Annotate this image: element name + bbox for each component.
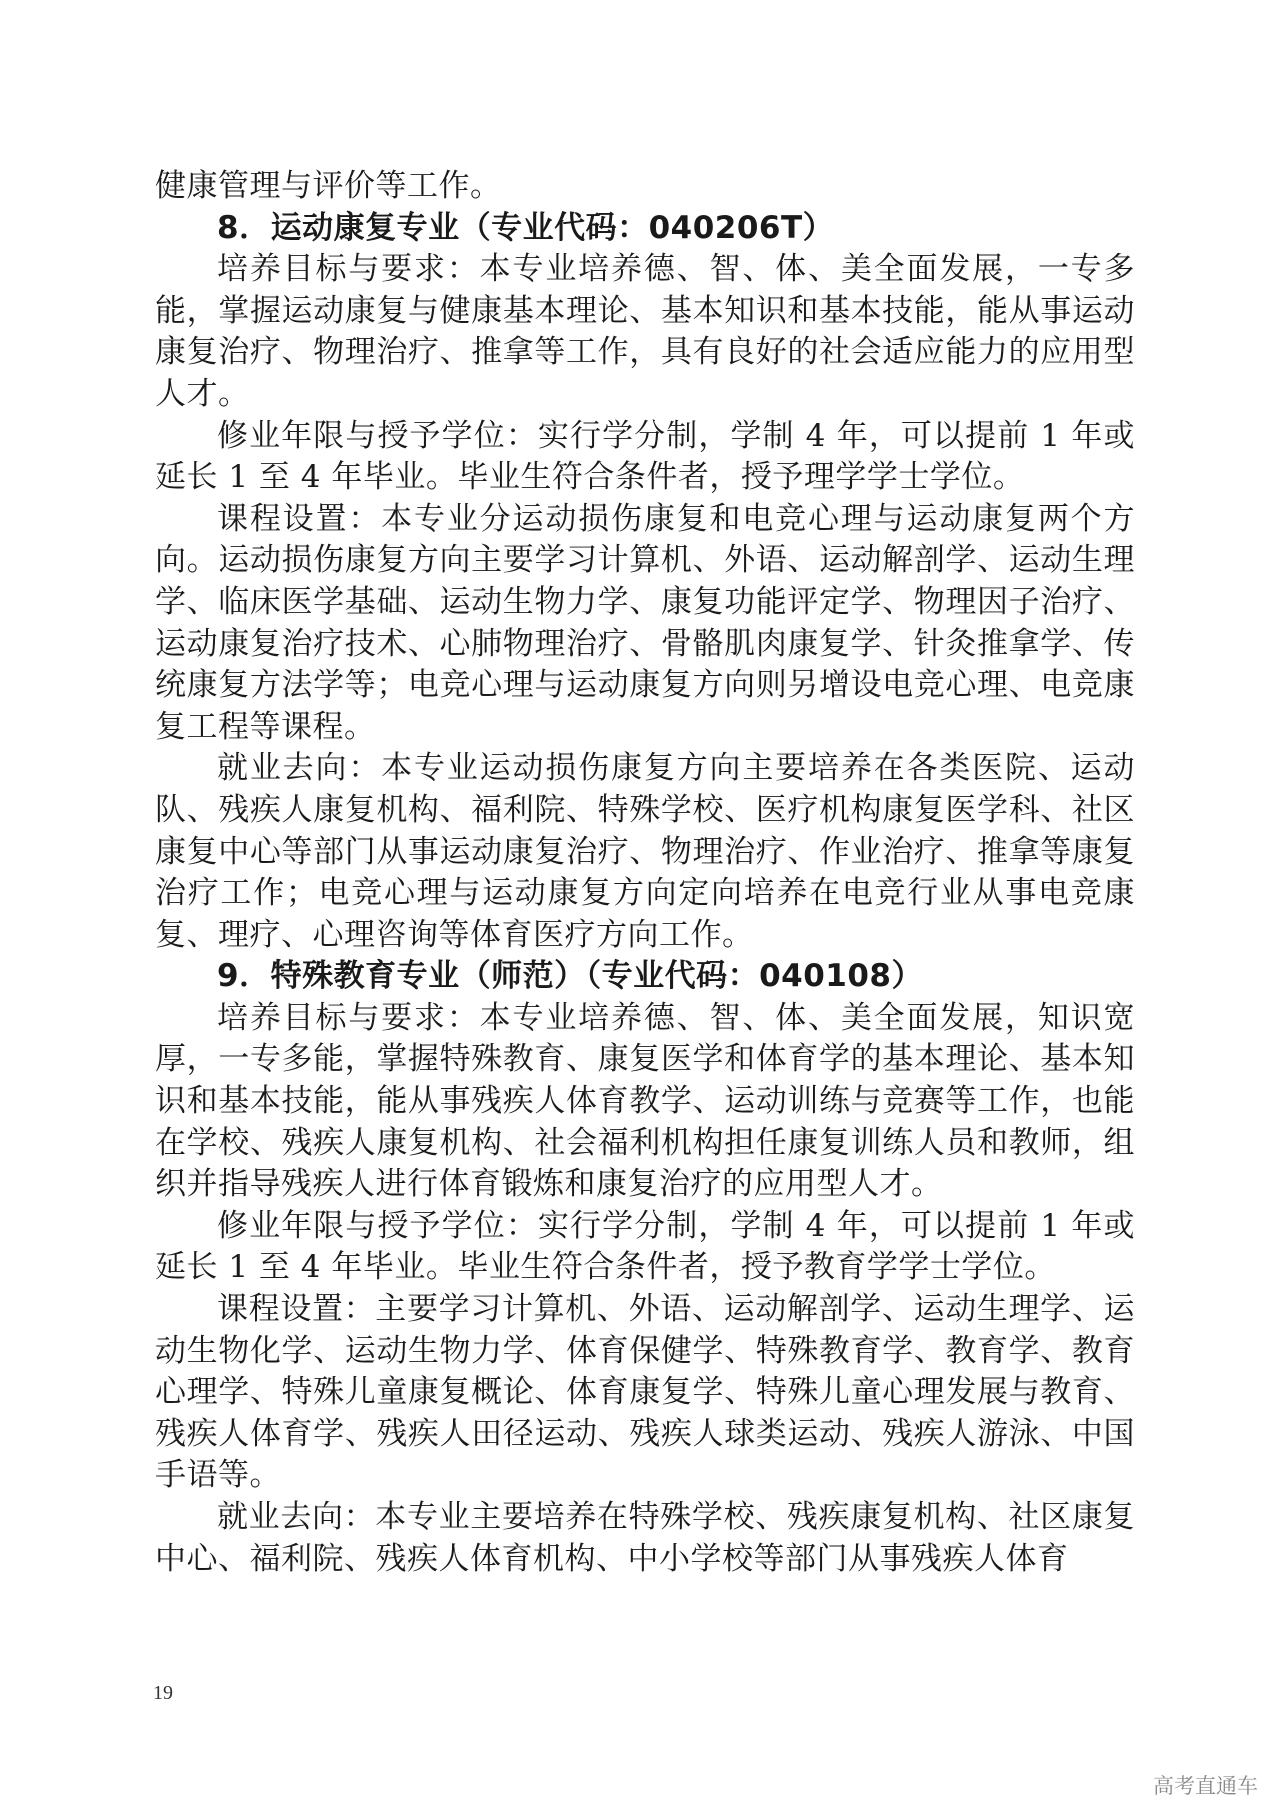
paragraph-training-goals: 培养目标与要求：本专业培养德、智、体、美全面发展，一专多能，掌握运动康复与健康基本理论、基本知识和基本技能，能从事运动康复治疗、物理治疗、推拿等工作，具有良好的社会适应能力的应用型人才。 [155, 251, 1135, 412]
paragraph-continuation: 健康管理与评价等工作。 [155, 168, 502, 204]
section-heading-special-education: 9．特殊教育专业（师范）（专业代码：040108） [217, 958, 923, 995]
paragraph-curriculum: 课程设置：主要学习计算机、外语、运动解剖学、运动生理学、运动生物化学、运动生物力学、体育保健学、特殊教育学、教育学、教育心理学、特殊儿童康复概论、体育康复学、特殊儿童心理发展与教育、残疾人体育学、残疾人田径运动、残疾人球类运动、残疾人游泳、中国手语等。 [155, 1291, 1135, 1494]
paragraph-employment: 就业去向：本专业运动损伤康复方向主要培养在各类医院、运动队、残疾人康复机构、福利院、特殊学校、医疗机构康复医学科、社区康复中心等部门从事运动康复治疗、物理治疗、作业治疗、推拿等康复治疗工作；电竞心理与运动康复方向定向培养在电竞行业从事电竞康复、理疗、心理咨询等体育医疗方向工作。 [155, 750, 1135, 953]
page-number: 19 [153, 1682, 173, 1704]
section-heading-sports-rehabilitation: 8．运动康复专业（专业代码：040206T） [217, 209, 835, 246]
watermark-text: 高考直通车 [1153, 1774, 1258, 1798]
paragraph-curriculum: 课程设置：本专业分运动损伤康复和电竞心理与运动康复两个方向。运动损伤康复方向主要学习计算机、外语、运动解剖学、运动生理学、临床医学基础、运动生物力学、康复功能评定学、物理因子治疗、运动康复治疗技术、心肺物理治疗、骨骼肌肉康复学、针灸推拿学、传统康复方法学等；电竞心理与运动康复方向则另增设电竞心理、电竞康复工程等课程。 [155, 500, 1135, 745]
document-body [155, 166, 1135, 1580]
paragraph-training-goals: 培养目标与要求：本专业培养德、智、体、美全面发展，知识宽厚，一专多能，掌握特殊教育、康复医学和体育学的基本理论、基本知识和基本技能，能从事残疾人体育教学、运动训练与竞赛等工作，也能在学校、残疾人康复机构、社会福利机构担任康复训练人员和教师，组织并指导残疾人进行体育锻炼和康复治疗的应用型人才。 [155, 999, 1135, 1203]
paragraph-study-duration-degree: 修业年限与授予学位：实行学分制，学制 4 年，可以提前 1 年或延长 1 至 4 年毕业。毕业生符合条件者，授予理学学士学位。 [155, 417, 1135, 496]
paragraph-employment: 就业去向：本专业主要培养在特殊学校、残疾康复机构、社区康复中心、福利院、残疾人体育机构、中小学校等部门从事残疾人体育 [155, 1499, 1135, 1577]
paragraph-study-duration-degree: 修业年限与授予学位：实行学分制，学制 4 年，可以提前 1 年或延长 1 至 4 年毕业。毕业生符合条件者，授予教育学学士学位。 [155, 1207, 1135, 1286]
